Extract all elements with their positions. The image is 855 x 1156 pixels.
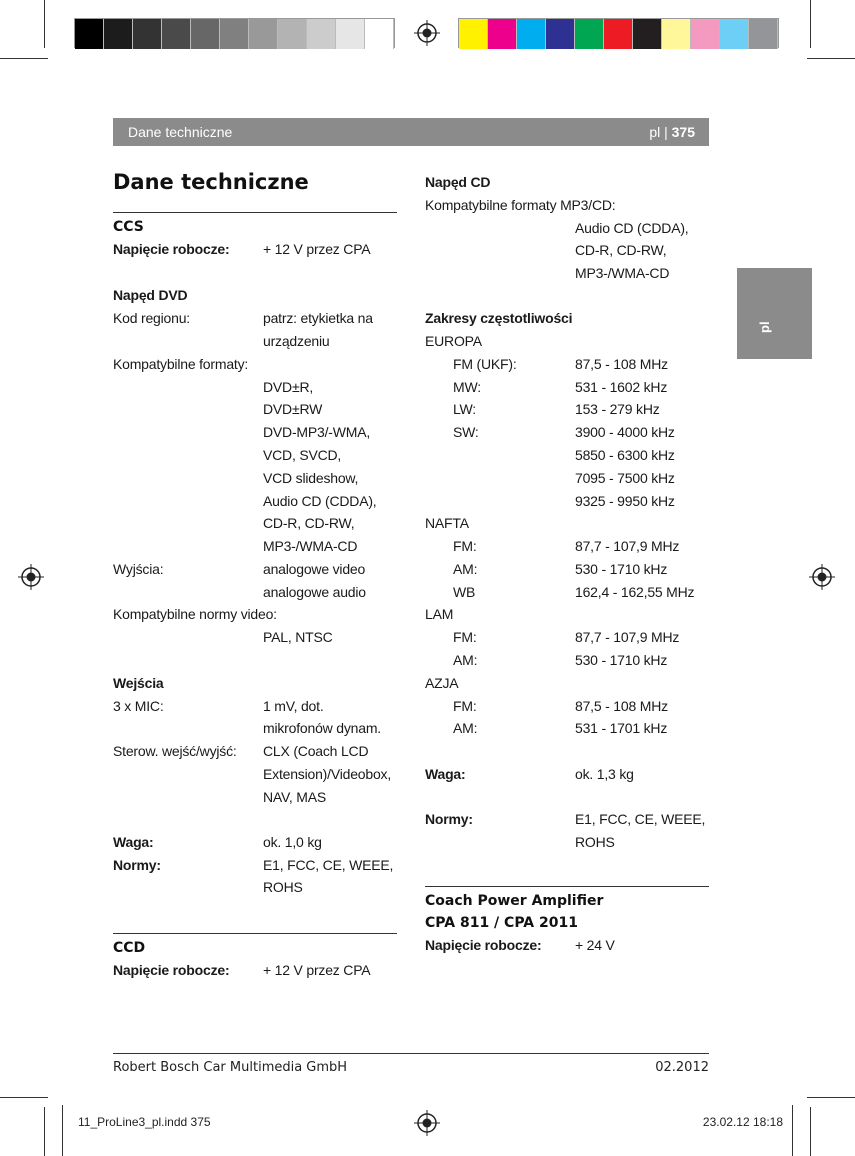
section-heading-ccd: CCD: [113, 940, 146, 956]
band-value: 7095 - 7500 kHz: [575, 470, 675, 486]
cd-format-item: MP3-/WMA-CD: [575, 265, 670, 281]
norms-value: ROHS: [263, 879, 303, 895]
color-swatch: [575, 19, 604, 49]
format-item: DVD-MP3/-WMA,: [263, 424, 371, 440]
region-code-value: urządzeniu: [263, 333, 330, 349]
format-item: DVD±R,: [263, 379, 314, 395]
band-value: 162,4 - 162,55 MHz: [575, 584, 695, 600]
running-header: [113, 118, 709, 146]
output-item: analogowe video: [263, 561, 366, 577]
slug-filename: 11_ProLine3_pl.indd 375: [78, 1115, 211, 1129]
cd-drive-heading: Napęd CD: [425, 174, 491, 190]
color-swatch: [133, 19, 162, 49]
band-label: FM (UKF):: [453, 356, 517, 372]
section-heading-ccs: CCS: [113, 219, 144, 235]
color-swatch: [191, 19, 220, 49]
crop-mark: [810, 0, 811, 48]
output-item: analogowe audio: [263, 584, 366, 600]
language-tab-label: pl: [757, 321, 772, 333]
norms-value: E1, FCC, CE, WEEE,: [263, 857, 394, 873]
video-norms-value: PAL, NTSC: [263, 629, 333, 645]
io-control-value: NAV, MAS: [263, 789, 326, 805]
crop-mark: [792, 1105, 793, 1156]
norms-label: Normy:: [113, 857, 161, 873]
band-label: MW:: [453, 379, 481, 395]
band-value: 9325 - 9950 kHz: [575, 493, 675, 509]
color-swatch: [104, 19, 133, 49]
voltage-value: + 12 V przez CPA: [263, 241, 371, 257]
band-label: SW:: [453, 424, 479, 440]
region-lam: LAM: [425, 606, 454, 622]
weight-value: ok. 1,3 kg: [575, 766, 634, 782]
region-code-label: Kod regionu:: [113, 310, 190, 326]
footer-rule: [113, 1053, 709, 1054]
band-value: 530 - 1710 kHz: [575, 561, 668, 577]
crop-mark: [0, 58, 48, 59]
outputs-label: Wyjścia:: [113, 561, 164, 577]
section-heading-cpa: Coach Power Amplifier: [425, 893, 604, 909]
color-swatch: [662, 19, 691, 49]
header-section-title: Dane techniczne: [128, 124, 233, 140]
band-value: 87,5 - 108 MHz: [575, 698, 668, 714]
region-nafta: NAFTA: [425, 515, 469, 531]
crop-mark: [44, 1107, 45, 1156]
crop-mark: [807, 1097, 855, 1098]
band-label: FM:: [453, 629, 477, 645]
format-item: Audio CD (CDDA),: [263, 493, 377, 509]
voltage-value: + 12 V przez CPA: [263, 962, 371, 978]
footer-company: Robert Bosch Car Multimedia GmbH: [113, 1060, 348, 1075]
page-number: 375: [671, 124, 695, 140]
footer-date: 02.2012: [655, 1060, 709, 1075]
color-swatch: [459, 19, 488, 49]
mic-value: mikrofonów dynam.: [263, 720, 381, 736]
page-title: Dane techniczne: [113, 170, 309, 194]
registration-mark-icon: [414, 20, 440, 46]
color-swatch: [546, 19, 575, 49]
process-color-bar: [458, 18, 779, 48]
color-swatch: [517, 19, 546, 49]
color-swatch: [365, 19, 394, 49]
voltage-label: Napięcie robocze:: [113, 962, 230, 978]
band-value: 87,5 - 108 MHz: [575, 356, 668, 372]
band-value: 530 - 1710 kHz: [575, 652, 668, 668]
section-heading-cpa-model: CPA 811 / CPA 2011: [425, 915, 578, 931]
inputs-heading: Wejścia: [113, 675, 164, 691]
format-item: VCD slideshow,: [263, 470, 359, 486]
voltage-value: + 24 V: [575, 937, 615, 953]
crop-mark: [810, 1107, 811, 1156]
region-azja: AZJA: [425, 675, 459, 691]
color-swatch: [604, 19, 633, 49]
frequency-ranges-heading: Zakresy częstotliwości: [425, 310, 573, 326]
section-rule: [113, 212, 397, 213]
band-label: AM:: [453, 652, 478, 668]
color-swatch: [749, 19, 778, 49]
format-item: CD-R, CD-RW,: [263, 515, 355, 531]
mic-label: 3 x MIC:: [113, 698, 164, 714]
band-value: 87,7 - 107,9 MHz: [575, 629, 680, 645]
section-rule: [425, 886, 709, 887]
video-norms-label: Kompatybilne normy video:: [113, 606, 277, 622]
band-label: FM:: [453, 698, 477, 714]
slug-timestamp: 23.02.12 18:18: [702, 1115, 783, 1129]
band-label: AM:: [453, 720, 478, 736]
header-page-info: pl | 375: [649, 124, 695, 140]
voltage-label: Napięcie robocze:: [425, 937, 542, 953]
crop-mark: [807, 58, 855, 59]
norms-value: ROHS: [575, 834, 615, 850]
section-rule: [113, 933, 397, 934]
crop-mark: [0, 1097, 48, 1098]
io-control-value: CLX (Coach LCD: [263, 743, 369, 759]
color-swatch: [249, 19, 278, 49]
cd-format-item: Audio CD (CDDA),: [575, 220, 689, 236]
color-swatch: [220, 19, 249, 49]
norms-label: Normy:: [425, 811, 473, 827]
format-item: MP3-/WMA-CD: [263, 538, 358, 554]
crop-mark: [62, 1105, 63, 1156]
band-value: 531 - 1701 kHz: [575, 720, 668, 736]
io-control-value: Extension)/Videobox,: [263, 766, 392, 782]
crop-mark: [44, 0, 45, 48]
format-item: DVD±RW: [263, 401, 323, 417]
color-swatch: [488, 19, 517, 49]
band-value: 5850 - 6300 kHz: [575, 447, 675, 463]
band-value: 87,7 - 107,9 MHz: [575, 538, 680, 554]
color-swatch: [75, 19, 104, 49]
dvd-drive-heading: Napęd DVD: [113, 287, 188, 303]
color-swatch: [162, 19, 191, 49]
color-swatch: [336, 19, 365, 49]
registration-mark-icon: [18, 564, 44, 590]
color-swatch: [278, 19, 307, 49]
color-swatch: [307, 19, 336, 49]
grayscale-color-bar: [74, 18, 395, 48]
cd-formats-label: Kompatybilne formaty MP3/CD:: [425, 197, 616, 213]
band-value: 531 - 1602 kHz: [575, 379, 668, 395]
registration-mark-icon: [414, 1110, 440, 1136]
language-tab: [737, 268, 812, 359]
band-label: FM:: [453, 538, 477, 554]
weight-value: ok. 1,0 kg: [263, 834, 322, 850]
registration-mark-icon: [809, 564, 835, 590]
voltage-label: Napięcie robocze:: [113, 241, 230, 257]
mic-value: 1 mV, dot.: [263, 698, 324, 714]
band-label: WB: [453, 584, 476, 600]
format-item: VCD, SVCD,: [263, 447, 342, 463]
region-code-value: patrz: etykietka na: [263, 310, 373, 326]
band-value: 153 - 279 kHz: [575, 401, 660, 417]
band-label: AM:: [453, 561, 478, 577]
band-value: 3900 - 4000 kHz: [575, 424, 675, 440]
io-control-label: Sterow. wejść/wyjść:: [113, 743, 237, 759]
band-label: LW:: [453, 401, 476, 417]
color-swatch: [633, 19, 662, 49]
weight-label: Waga:: [425, 766, 466, 782]
region-europa: EUROPA: [425, 333, 482, 349]
weight-label: Waga:: [113, 834, 154, 850]
color-swatch: [720, 19, 749, 49]
color-swatch: [691, 19, 720, 49]
norms-value: E1, FCC, CE, WEEE,: [575, 811, 706, 827]
formats-label: Kompatybilne formaty:: [113, 356, 249, 372]
cd-format-item: CD-R, CD-RW,: [575, 242, 667, 258]
